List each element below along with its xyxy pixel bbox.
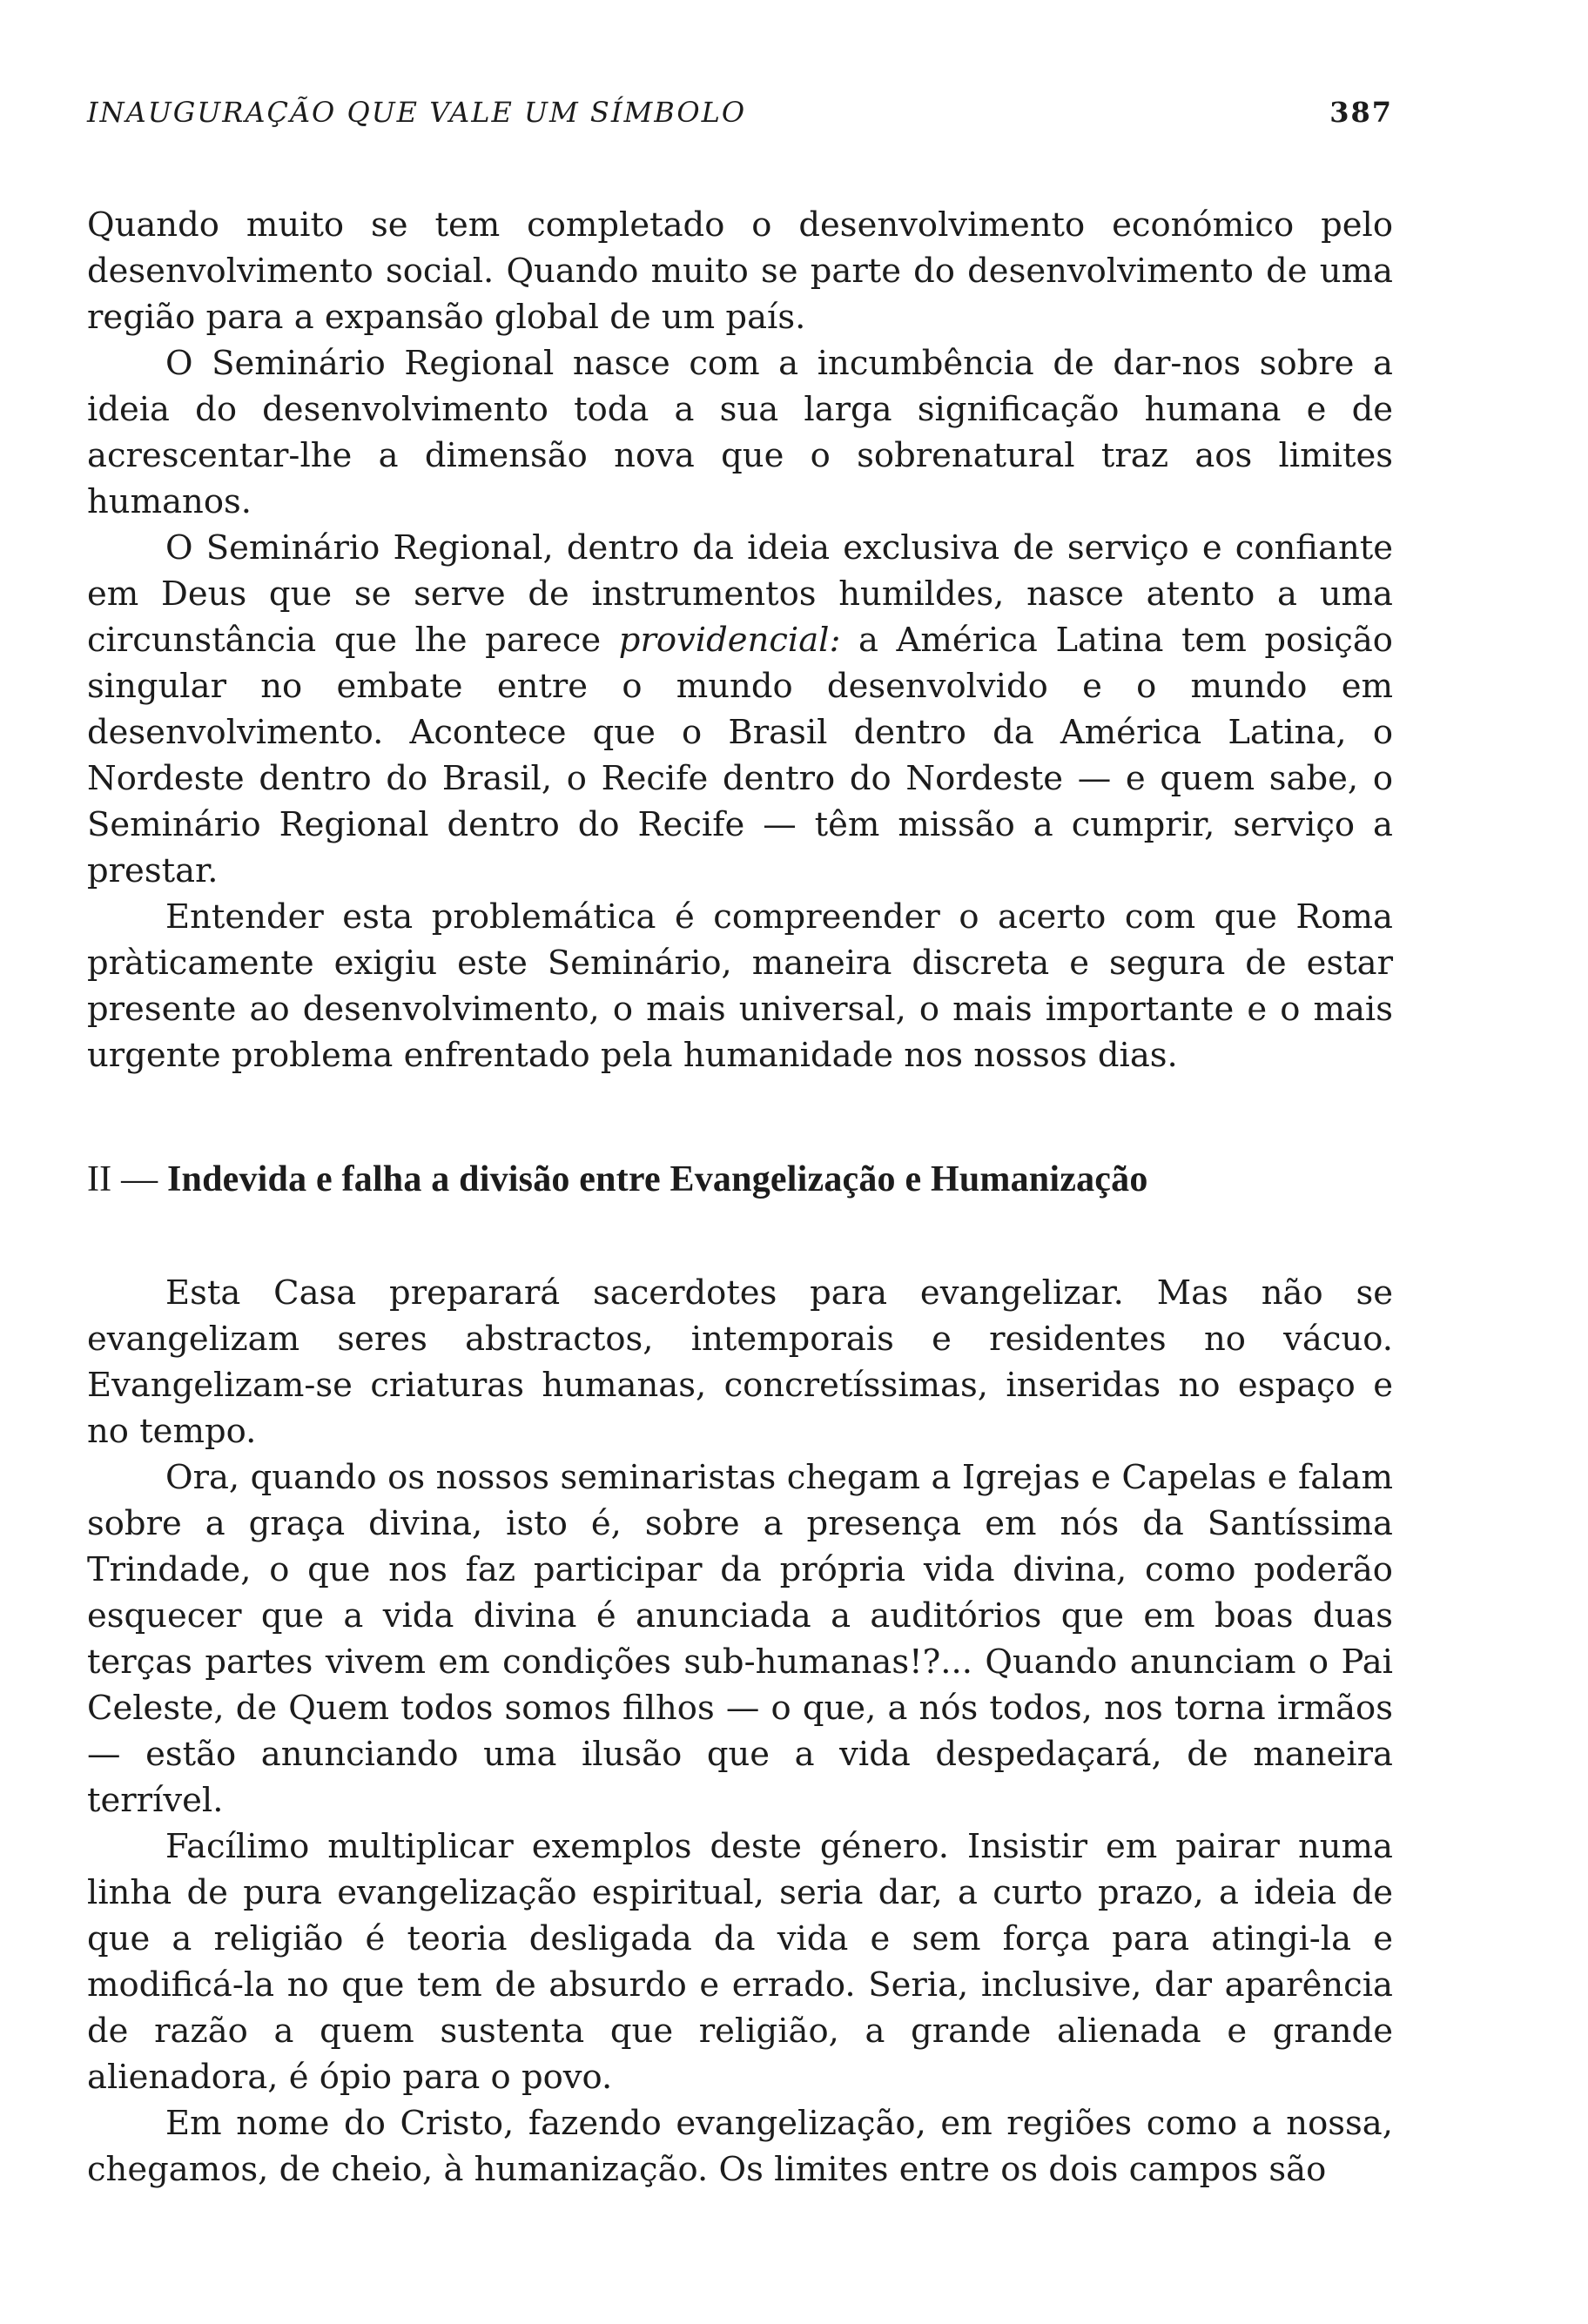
section-one-text xyxy=(87,202,1393,1078)
paragraph: O Seminário Regional nasce com a incumbência de dar-nos sobre a ideia do desenvolvimento toda a sua larga significação humana e de acrescentar-lhe a dimensão nova que o sobrenatural traz aos limites humanos. xyxy=(87,344,1393,521)
paragraph xyxy=(87,525,1393,894)
book-page xyxy=(87,96,1393,2193)
paragraph: Ora, quando os nossos seminaristas chegam a Igrejas e Capelas e falam sobre a graça divina, isto é, sobre a presença em nós da Santíssima Trindade, o que nos faz participar da própria vida divina, como poderão esquecer que a vida divina é anunciada a auditórios que em boas duas terças partes vivem em condições sub-humanas!?... Quando anunciam o Pai Celeste, de Quem todos somos filhos — o que, a nós todos, nos torna irmãos — estão anunciando uma ilusão que a vida despedaçará, de maneira terrível. xyxy=(87,1458,1393,1820)
paragraph: Esta Casa preparará sacerdotes para evangelizar. Mas não se evangelizam seres abstractos, intemporais e residentes no vácuo. Evangelizam-se criaturas humanas, concretíssimas, inseridas no espaço e no tempo. xyxy=(87,1273,1393,1451)
paragraph-text: a América Latina tem posição singular no embate entre o mundo desenvolvido e o mundo em desenvolvimento. Acontece que o Brasil dentro da América Latina, o Nordeste dentro do Brasil, o Recife dentro do Nordeste — e quem sabe, o Seminário Regional dentro do Recife — têm missão a cumprir, serviço a prestar. xyxy=(87,621,1393,890)
section-numeral: II — xyxy=(87,1159,167,1199)
emphasized-word: providencial: xyxy=(618,621,841,660)
page-number: 387 xyxy=(1329,96,1393,129)
paragraph: Facílimo multiplicar exemplos deste género. Insistir em pairar numa linha de pura evangelização espiritual, seria dar, a curto prazo, a ideia de que a religião é teoria desligada da vida e sem força para atingi-la e modificá-la no que tem de absurdo e errado. Seria, inclusive, dar aparência de razão a quem sustenta que religião, a grande alienada e grande alienadora, é ópio para o povo. xyxy=(87,1827,1393,2097)
running-header xyxy=(87,96,1393,150)
paragraph: Quando muito se tem completado o desenvolvimento económico pelo desenvolvimento social. Quando muito se parte do desenvolvimento de uma região para a expansão global de um país. xyxy=(87,205,1393,337)
section-title: Indevida e falha a divisão entre Evangelização e Humanização xyxy=(166,1159,1148,1199)
running-title: INAUGURAÇÃO QUE VALE UM SÍMBOLO xyxy=(87,96,747,129)
paragraph: Em nome do Cristo, fazendo evangelização, em regiões como a nossa, chegamos, de cheio, à humanização. Os limites entre os dois campos são xyxy=(87,2104,1393,2189)
paragraph-text: O Seminário Regional, dentro da ideia exclusiva de serviço e confiante em Deus que se serve de instrumentos humildes, nasce atento a uma circunstância que lhe parece xyxy=(87,528,1393,660)
section-two-text xyxy=(87,1270,1393,2193)
paragraph: Entender esta problemática é compreender o acerto com que Roma pràticamente exigiu este Seminário, maneira discreta e segura de estar presente ao desenvolvimento, o mais universal, o mais importante e o mais urgente problema enfrentado pela humanidade nos nossos dias. xyxy=(87,897,1393,1075)
section-heading xyxy=(87,1157,1393,1202)
